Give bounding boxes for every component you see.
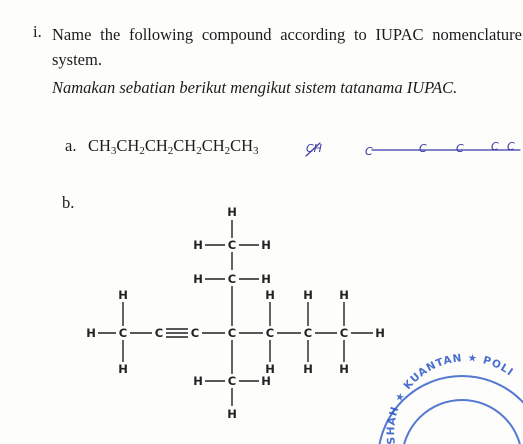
- atom-c: C: [227, 238, 237, 252]
- formula-symbol: CH: [230, 136, 254, 155]
- atom-c: C: [227, 326, 237, 340]
- question-number: i.: [33, 22, 42, 41]
- hw-c-5: C: [507, 140, 515, 153]
- formula-subscript: 3: [110, 145, 117, 157]
- atom-c: C: [190, 326, 200, 340]
- atom-h: H: [339, 288, 349, 302]
- atom-h: H: [118, 362, 128, 376]
- atom-h: H: [261, 238, 271, 252]
- part-b-label: b.: [62, 193, 75, 212]
- hw-c-3: C: [456, 142, 464, 155]
- atom-h: H: [193, 374, 203, 388]
- handwritten-notes: [306, 140, 520, 158]
- atom-c: C: [265, 326, 275, 340]
- formula-symbol: CH: [173, 136, 197, 155]
- atom-h: H: [375, 326, 385, 340]
- handwritten-note: CH: [306, 142, 322, 155]
- atom-h: H: [339, 362, 349, 376]
- atom-h: H: [261, 272, 271, 286]
- atom-h: H: [303, 288, 313, 302]
- stamp-text: SHAH ★ KUANTAN ★ POLI: [385, 352, 516, 444]
- hw-c-1: C: [365, 145, 373, 158]
- part-a-label: a.: [65, 136, 77, 155]
- formula-subscript: 2: [139, 145, 145, 157]
- atom-h: H: [86, 326, 96, 340]
- atom-h: H: [265, 362, 275, 376]
- atom-h: H: [261, 374, 271, 388]
- formula-subscript: 3: [253, 145, 259, 157]
- hw-c-4: C: [491, 140, 499, 153]
- formula-subscript: 2: [224, 145, 231, 157]
- atom-h: H: [193, 272, 203, 286]
- institution-stamp: [378, 352, 523, 444]
- atom-h: H: [193, 238, 203, 252]
- formula-subscript: 2: [167, 145, 174, 157]
- formula-symbol: CH: [201, 136, 225, 155]
- atom-h: H: [303, 362, 313, 376]
- hw-c-2: C: [419, 142, 427, 155]
- structure-atoms: [86, 205, 385, 421]
- formula-symbol: CH: [116, 136, 140, 155]
- formula-symbol: CH: [144, 136, 168, 155]
- question-translation: Namakan sebatian berikut mengikut sistem tatanama IUPAC.: [52, 78, 458, 97]
- atom-c: C: [227, 374, 237, 388]
- atom-h: H: [227, 205, 237, 219]
- atom-c: C: [154, 326, 164, 340]
- atom-c: C: [339, 326, 349, 340]
- atom-c: C: [227, 272, 237, 286]
- formula-subscript: 2: [196, 145, 202, 157]
- formula-symbol: CH: [88, 136, 111, 155]
- atom-h: H: [227, 407, 237, 421]
- question-line-1: Name the following compound according to IUPAC nomenclature: [52, 25, 522, 44]
- atom-c: C: [118, 326, 128, 340]
- atom-h: H: [265, 288, 275, 302]
- question-line-2: system.: [52, 50, 102, 69]
- atom-h: H: [118, 288, 128, 302]
- atom-c: C: [303, 326, 313, 340]
